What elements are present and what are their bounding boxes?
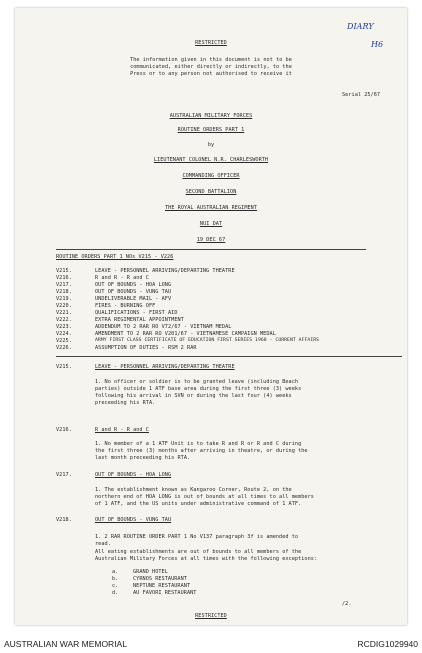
issue-date: 19 DEC 67 bbox=[196, 237, 226, 243]
order-title: R and R - R and C bbox=[95, 427, 149, 433]
warning-line-3: Press or to any person not authorised to receive it bbox=[130, 71, 292, 77]
index-num: V223. bbox=[56, 324, 72, 330]
archive-name: AUSTRALIAN WAR MEMORIAL bbox=[4, 639, 127, 649]
order-title: OUT OF BOUNDS - HOA LONG bbox=[95, 472, 172, 478]
order-body-line: of 1 ATF, and the US units under administrative command of 1 ATF. bbox=[95, 501, 302, 507]
order-body-line: northern end of HOA LONG is out of bounds at all times to all members bbox=[95, 494, 314, 500]
exception-name: GRAND HOTEL bbox=[133, 569, 168, 575]
org-title: AUSTRALIAN MILITARY FORCES bbox=[169, 113, 253, 119]
regiment-name: THE ROYAL AUSTRALIAN REGIMENT bbox=[164, 205, 258, 211]
by-line: by bbox=[207, 142, 215, 148]
handwritten-h6-note: H6 bbox=[371, 40, 384, 49]
handwritten-diary-note: DIARY bbox=[347, 22, 374, 31]
warning-line-1: The information given in this document is not to be bbox=[130, 57, 292, 63]
index-num: V215. bbox=[56, 268, 72, 274]
index-text: UNDELIVERABLE MAIL - AFV bbox=[95, 296, 172, 302]
index-text: ARMY FIRST CLASS CERTIFICATE OF EDUCATION FIRST SERIES 1968 - CURRENT AFFAIRS bbox=[95, 338, 320, 343]
order-number: V218. bbox=[56, 517, 72, 523]
separator-rule bbox=[56, 356, 402, 357]
classification-top: RESTRICTED bbox=[195, 40, 227, 46]
index-num: V216. bbox=[56, 275, 72, 281]
order-body-line: 1. No officer or soldier is to be granted leave (including Beach bbox=[95, 379, 299, 385]
order-number: V216. bbox=[56, 427, 72, 433]
order-body-line: Australian Military Forces at all times with the following exceptions: bbox=[95, 556, 318, 562]
exception-letter: a. bbox=[112, 569, 119, 575]
order-number: V217. bbox=[56, 472, 72, 478]
order-title: OUT OF BOUNDS - VUNG TAU bbox=[95, 517, 172, 523]
order-body-line: 1. No member of a 1 ATF Unit is to take R and R or R and C during bbox=[95, 441, 302, 447]
index-num: V224. bbox=[56, 331, 72, 337]
order-body-line: last month preceeding his RTA. bbox=[95, 455, 191, 461]
classification-bottom: RESTRICTED bbox=[195, 613, 227, 619]
index-text: OUT OF BOUNDS - HOA LONG bbox=[95, 282, 172, 288]
index-text: AMENDMENT TO 2 RAR RO V201/67 - VIETNAMESE CAMPAIGN MEDAL bbox=[95, 331, 276, 337]
doc-title: ROUTINE ORDERS PART 1 bbox=[177, 127, 245, 133]
order-body-line: 1. The establishment known as Kangaroo Corner, Route 2, on the bbox=[95, 487, 292, 493]
exception-name: NEPTUNE RESTAURANT bbox=[133, 583, 191, 589]
order-body-line: following his arrival in SVN or during the last four (4) weeks bbox=[95, 393, 292, 399]
index-num: V219. bbox=[56, 296, 72, 302]
index-num: V218. bbox=[56, 289, 72, 295]
index-text: ASSUMPTION OF DUTIES - RSM 2 RAR bbox=[95, 345, 197, 351]
order-body-line: preceeding his RTA. bbox=[95, 400, 156, 406]
warning-line-2: communicated, either directly or indirectly, to the bbox=[130, 64, 292, 70]
index-num: V217. bbox=[56, 282, 72, 288]
archive-footer bbox=[0, 635, 422, 653]
index-num: V222. bbox=[56, 317, 72, 323]
archive-reference: RCDIG1029940 bbox=[357, 639, 418, 649]
exception-name: AU FAVORI RESTAURANT bbox=[133, 590, 197, 596]
order-body-line: 1. 2 RAR ROUTINE ORDER PART 1 No V137 paragraph 3f is amended to bbox=[95, 534, 299, 540]
unit-name: SECOND BATTALION bbox=[185, 189, 237, 195]
index-text: OUT OF BOUNDS - VUNG TAU bbox=[95, 289, 172, 295]
officer-role: COMMANDING OFFICER bbox=[182, 173, 240, 179]
exception-letter: c. bbox=[112, 583, 119, 589]
order-body-line: the first three (3) months after arriving in theatre, or during the bbox=[95, 448, 308, 454]
index-num: V226. bbox=[56, 345, 72, 351]
serial-number: Serial 25/67 bbox=[342, 92, 381, 98]
separator-rule bbox=[56, 249, 366, 250]
document-page bbox=[15, 8, 407, 625]
index-text: ADDENDUM TO 2 RAR RO V72/67 - VIETNAM MEDAL bbox=[95, 324, 232, 330]
index-heading: ROUTINE ORDERS PART 1 NOs V215 - V226 bbox=[56, 254, 174, 260]
order-title: LEAVE - PERSONNEL ARRIVING/DEPARTING THEATRE bbox=[95, 364, 235, 370]
index-text: R and R - R and C bbox=[95, 275, 149, 281]
index-num: V225. bbox=[56, 338, 72, 344]
order-body-line: All eating establishments are out of bounds to all members of the bbox=[95, 549, 302, 555]
page-continuation-marker: /2. bbox=[342, 601, 352, 607]
index-text: LEAVE - PERSONNEL ARRIVING/DEPARTING THEATRE bbox=[95, 268, 235, 274]
index-text: FIRES - BURNING OFF bbox=[95, 303, 156, 309]
exception-name: CYRNOS RESTAURANT bbox=[133, 576, 187, 582]
exception-letter: b. bbox=[112, 576, 119, 582]
order-body-line: read. bbox=[95, 541, 111, 547]
exception-letter: d. bbox=[112, 590, 119, 596]
location: NUI DAT bbox=[199, 221, 223, 227]
order-body-line: parties) outside 1 ATF base area during the first three (3) weeks bbox=[95, 386, 302, 392]
index-num: V220. bbox=[56, 303, 72, 309]
index-text: QUALIFICATIONS - FIRST AID bbox=[95, 310, 178, 316]
officer-name: LIEUTENANT COLONEL N.R. CHARLESWORTH bbox=[153, 157, 269, 163]
index-num: V221. bbox=[56, 310, 72, 316]
index-text: EXTRA REGIMENTAL APPOINTMENT bbox=[95, 317, 184, 323]
order-number: V215. bbox=[56, 364, 72, 370]
